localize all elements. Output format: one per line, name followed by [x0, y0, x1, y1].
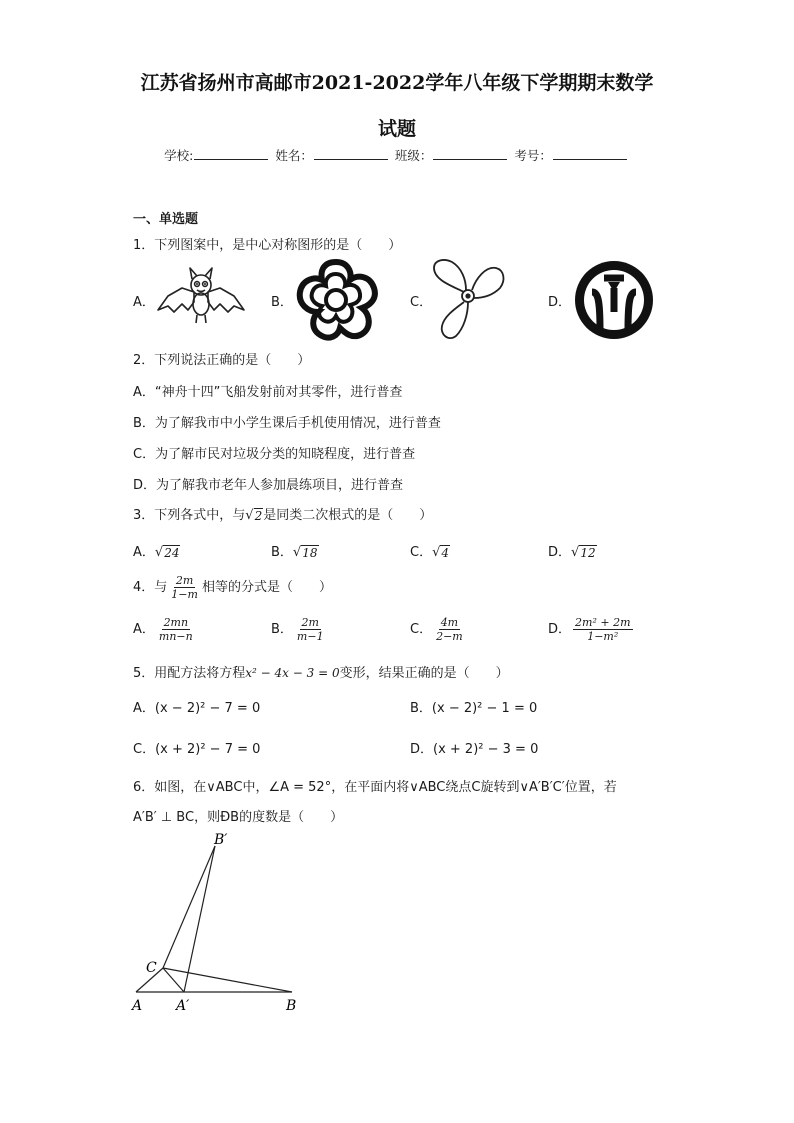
segment-cb: [163, 968, 292, 992]
numerator: 2mn: [163, 616, 189, 629]
sqrt-expression: √ 2: [245, 508, 263, 523]
page-title: 江苏省扬州市高邮市2021-2022学年八年级下学期期末数学: [140, 72, 654, 94]
label-a: A: [132, 998, 143, 1014]
class-label: 班级：: [394, 148, 433, 163]
q5-option-c: C．(x + 2)² − 7 = 0: [133, 742, 261, 757]
q4-option-a: [133, 616, 197, 643]
q3-option-c: [410, 541, 450, 560]
denominator: m−1: [296, 630, 324, 643]
radicand: 4: [441, 546, 450, 560]
sqrt-expression: √ 24: [154, 545, 180, 560]
q2-stem: 2．下列说法正确的是（ ）: [133, 353, 311, 368]
id-blank: [553, 147, 627, 160]
student-info-row: [0, 146, 794, 164]
q5-stem-pre: 5．用配方法将方程: [133, 666, 246, 681]
sqrt-expression: √ 12: [571, 545, 596, 560]
flower-icon: [292, 258, 380, 342]
school-label: 学校:: [164, 148, 194, 163]
q2-option-d: D．为了解我市老年人参加晨练项目，进行普查: [133, 478, 404, 493]
q4-stem: [133, 574, 332, 601]
q6-triangle-figure: [126, 826, 326, 1016]
fraction: [573, 616, 632, 643]
q5-stem-post: 变形，结果正确的是（ ）: [339, 666, 509, 681]
q1-option-b: B．: [271, 295, 293, 310]
school-blank: [194, 147, 268, 160]
option-label: D．: [548, 622, 572, 637]
numerator: 2m: [175, 574, 194, 587]
q4-stem-pre: 4．与: [133, 580, 168, 595]
equation: x² − 4x − 3 = 0: [245, 666, 340, 680]
q3-option-b: [271, 541, 319, 560]
option-label: D．: [548, 545, 572, 560]
numerator: 2m: [301, 616, 319, 629]
fraction: [157, 616, 195, 643]
label-a-prime: A′: [176, 998, 190, 1014]
q1-stem: 1．下列图案中，是中心对称图形的是（ ）: [133, 238, 402, 253]
section-title: 一、单选题: [133, 212, 199, 227]
q6-stem-line1: 6．如图，在∨ABC中，∠A = 52°，在平面内将∨ABC绕点C旋转到∨A′B′C′位置，若: [133, 780, 617, 795]
page-title-line2: 试题: [377, 118, 416, 140]
bat-icon: [154, 266, 248, 328]
numerator: 4m: [440, 616, 459, 629]
propeller-icon: [430, 258, 506, 342]
numerator: 2m² + 2m: [575, 616, 631, 629]
sqrt-expression: √ 4: [432, 545, 450, 560]
fraction: [434, 616, 465, 643]
name-label: 姓名：: [275, 148, 313, 163]
q4-option-d: [548, 616, 635, 643]
q2-option-a: A．“神舟十四”飞船发射前对其零件，进行普查: [133, 385, 403, 400]
label-c: C: [146, 960, 157, 976]
q4-option-c: [410, 616, 467, 643]
q5-option-d: D．(x + 2)² − 3 = 0: [410, 742, 539, 757]
q4-stem-post: 相等的分式是（ ）: [201, 580, 332, 595]
fraction: [169, 574, 200, 601]
option-label: B．: [271, 622, 293, 637]
q4-option-b: [271, 616, 328, 643]
q5-stem: [133, 662, 509, 681]
q1-option-c: C．: [410, 295, 433, 310]
denominator: 2−m: [436, 630, 463, 643]
segment-a-prime-b-prime: [184, 846, 215, 992]
option-label: A．: [133, 622, 155, 637]
q1-option-a: A．: [133, 295, 155, 310]
q3-stem: [133, 504, 432, 523]
q6-stem-line2: A′B′ ⊥ BC，则ÐB的度数是（ ）: [133, 810, 344, 825]
denominator: 1−m²: [587, 630, 619, 643]
sqrt-expression: √ 18: [292, 545, 318, 560]
radicand: 24: [164, 546, 180, 560]
label-b: B: [286, 998, 297, 1014]
id-label: 考号：: [514, 148, 552, 163]
label-b-prime: B′: [214, 832, 228, 848]
q3-stem-post: 是同类二次根式的是（ ）: [263, 508, 433, 523]
option-label: C．: [410, 545, 433, 560]
fraction: [295, 616, 326, 643]
radicand: 12: [580, 546, 596, 560]
q1-option-d: D．: [548, 295, 572, 310]
class-blank: [433, 147, 507, 160]
option-label: B．: [271, 545, 293, 560]
emblem-icon: [570, 258, 658, 342]
radicand: 18: [302, 546, 318, 560]
segment-cb-prime: [163, 846, 215, 968]
name-blank: [314, 147, 388, 160]
option-label: C．: [410, 622, 433, 637]
q5-option-b: B．(x − 2)² − 1 = 0: [410, 701, 538, 716]
q3-option-a: [133, 541, 180, 560]
q3-option-d: [548, 541, 597, 560]
q3-stem-pre: 3．下列各式中，与: [133, 508, 246, 523]
radicand: 2: [254, 509, 263, 523]
denominator: mn−n: [158, 630, 193, 643]
option-label: A．: [133, 545, 155, 560]
q5-option-a: A．(x − 2)² − 7 = 0: [133, 701, 261, 716]
q2-option-c: C．为了解市民对垃圾分类的知晓程度，进行普查: [133, 447, 416, 462]
q2-option-b: B．为了解我市中小学生课后手机使用情况，进行普查: [133, 416, 441, 431]
denominator: 1−m: [171, 588, 198, 601]
